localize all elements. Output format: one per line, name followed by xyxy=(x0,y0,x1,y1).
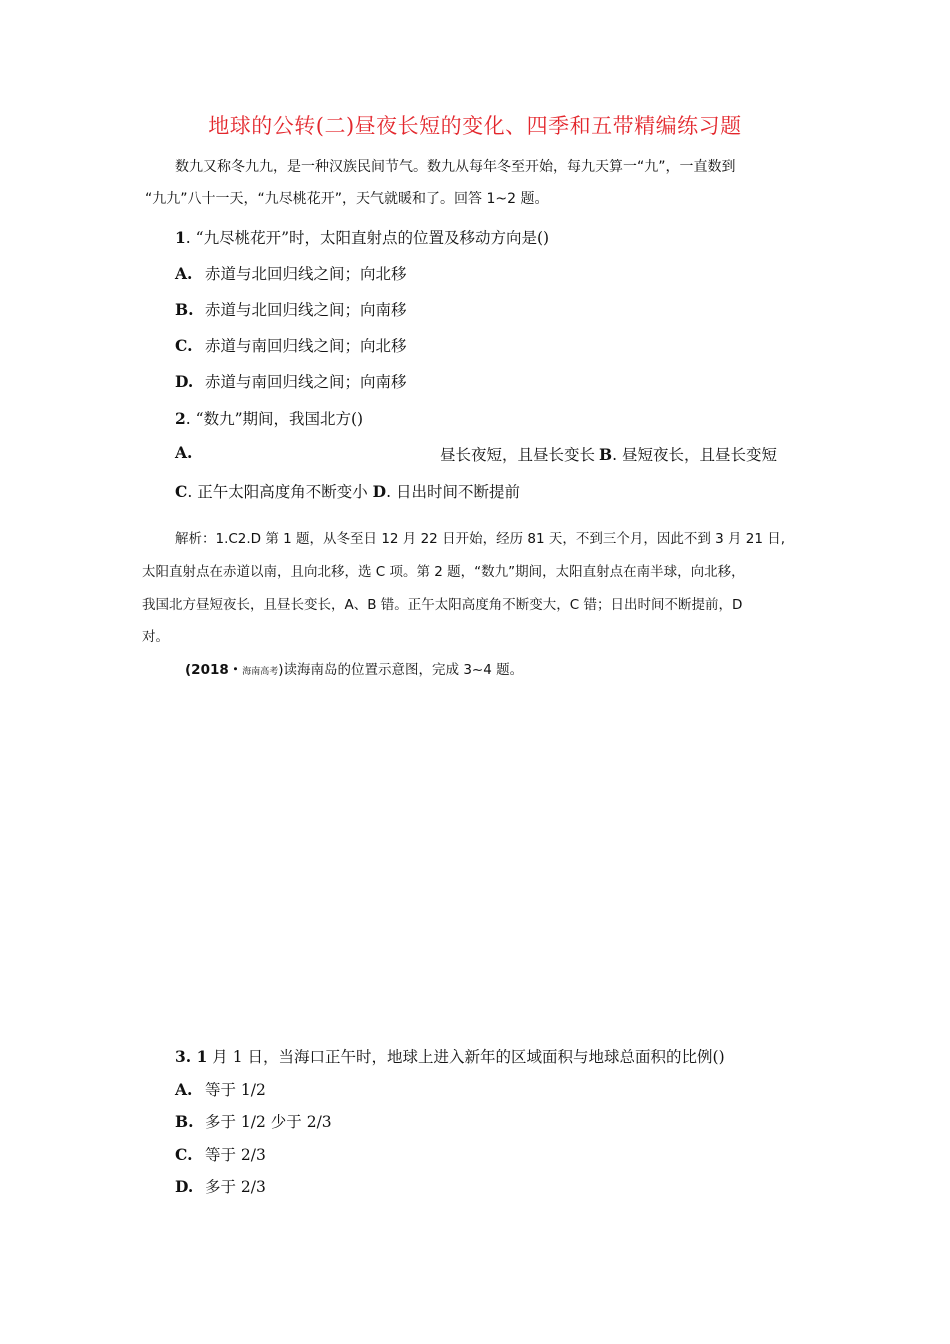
q2-options-cd[interactable] xyxy=(175,480,520,502)
q2-option-b-text: . 昼短夜长，且昼长变短 xyxy=(612,446,777,464)
option-letter: B. xyxy=(175,1112,194,1131)
option-letter: C. xyxy=(175,1145,193,1164)
question-2 xyxy=(175,407,363,429)
source-exam: 海南高考 xyxy=(242,667,279,677)
option-text: 等于 2/3 xyxy=(205,1146,266,1164)
option-text: 多于 2/3 xyxy=(205,1178,266,1196)
source-line xyxy=(185,658,523,678)
question-1-text: . “九尽桃花开”时，太阳直射点的位置及移动方向是() xyxy=(185,229,550,247)
q2-options-ab[interactable] xyxy=(440,443,777,465)
q3-option-b[interactable] xyxy=(175,1110,332,1132)
option-text: 赤道与北回归线之间；向北移 xyxy=(205,265,407,283)
map-figure-area xyxy=(170,690,790,1030)
option-letter: D. xyxy=(175,372,194,391)
option-letter: B. xyxy=(175,300,194,319)
q3-option-d[interactable] xyxy=(175,1175,266,1197)
option-text: 多于 1/2 少于 2/3 xyxy=(205,1113,332,1131)
question-1 xyxy=(175,226,549,248)
q3-option-a[interactable] xyxy=(175,1078,266,1100)
question-2-number: 2 xyxy=(175,409,186,428)
q3-option-c[interactable] xyxy=(175,1143,266,1165)
explanation-line-2: 太阳直射点在赤道以南，且向北移，选 C 项。第 2 题，“数九”期间，太阳直射点在南半球，向北移， xyxy=(142,564,745,580)
option-letter: C. xyxy=(175,336,193,355)
question-3-text: 月 1 日，当海口正午时，地球上进入新年的区域面积与地球总面积的比例() xyxy=(207,1048,725,1066)
source-rest: )读海南岛的位置示意图，完成 3~4 题。 xyxy=(278,662,524,678)
option-text: 赤道与南回归线之间；向南移 xyxy=(205,373,407,391)
q2-option-d-text: . 日出时间不断提前 xyxy=(386,483,520,501)
option-letter: A. xyxy=(175,1080,193,1099)
intro-line-1: 数九又称冬九九，是一种汉族民间节气。数九从每年冬至开始，每九天算一“九”，一直数到 xyxy=(175,159,736,175)
q1-option-a[interactable] xyxy=(175,262,407,284)
q1-option-d[interactable] xyxy=(175,370,407,392)
q2-option-a-text: 昼长夜短，且昼长变长 xyxy=(440,446,596,464)
option-text: 等于 1/2 xyxy=(205,1081,266,1099)
q2-option-b-letter: B xyxy=(599,445,613,464)
page-title: 地球的公转(二)昼夜长短的变化、四季和五带精编练习题 xyxy=(208,114,742,138)
q2-option-a-letter[interactable]: A. xyxy=(175,443,193,462)
explanation-line-4: 对。 xyxy=(142,629,169,645)
q2-option-c-letter: C xyxy=(175,482,188,501)
option-text: 赤道与南回归线之间；向北移 xyxy=(205,337,407,355)
question-1-number: 1 xyxy=(175,228,186,247)
explanation-line-3: 我国北方昼短夜长，且昼长变长，A、B 错。正午太阳高度角不断变大，C 错；日出时间不断提前，D xyxy=(142,597,743,613)
explanation-line-1: 解析：1.C2.D 第 1 题，从冬至日 12 月 22 日开始，经历 81 天，不到三个月，因此不到 3 月 21 日, xyxy=(175,531,786,547)
option-text: 赤道与北回归线之间；向南移 xyxy=(205,301,407,319)
option-letter: A. xyxy=(175,264,193,283)
q2-option-c-text: . 正午太阳高度角不断变小 xyxy=(187,483,368,501)
q1-option-b[interactable] xyxy=(175,298,407,320)
question-3 xyxy=(175,1045,725,1067)
question-2-text: . “数九”期间，我国北方() xyxy=(185,410,364,428)
option-letter: D. xyxy=(175,1177,194,1196)
question-3-number: 3. 1 xyxy=(175,1047,208,1066)
q1-option-c[interactable] xyxy=(175,334,407,356)
source-open: (2018・ xyxy=(185,662,243,678)
q2-option-d-letter: D xyxy=(372,482,387,501)
intro-line-2: “九九”八十一天，“九尽桃花开”，天气就暖和了。回答 1~2 题。 xyxy=(145,191,549,207)
